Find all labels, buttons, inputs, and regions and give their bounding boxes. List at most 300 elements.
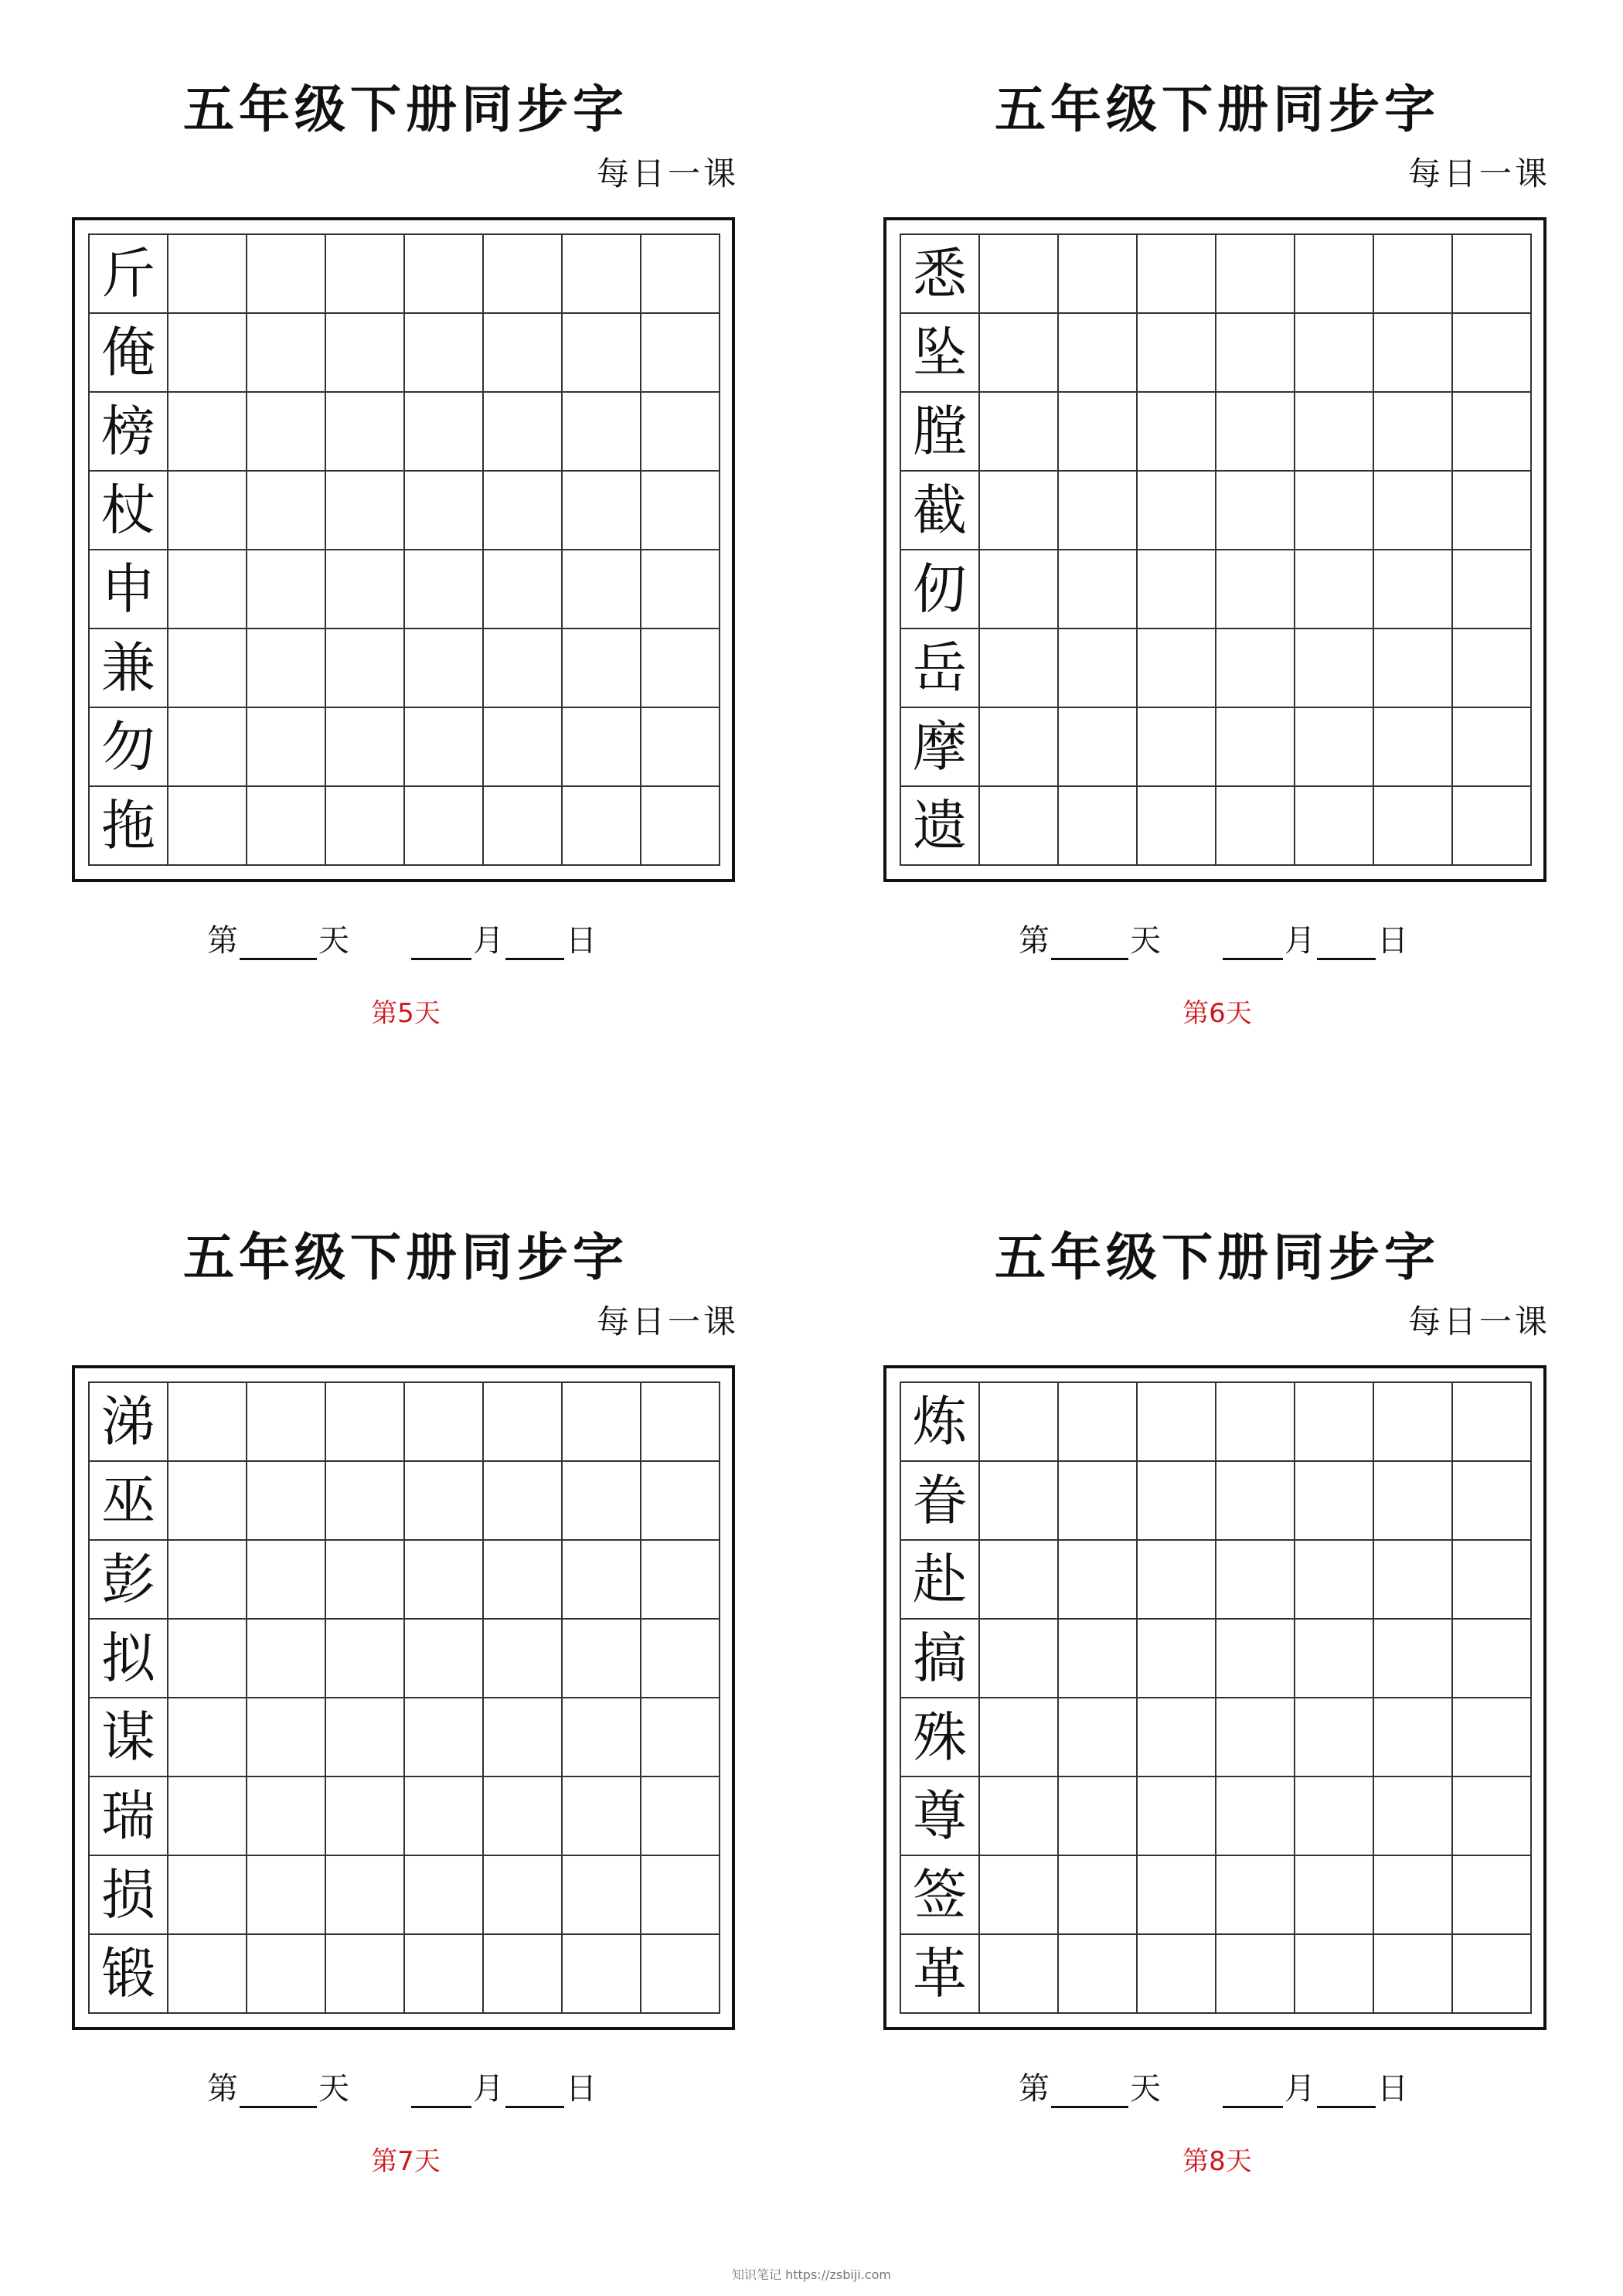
practice-cell[interactable] <box>247 708 326 787</box>
footer-watermark: 知识笔记 https://zsbiji.com <box>732 2267 891 2282</box>
date-blank[interactable] <box>1317 927 1376 960</box>
practice-cell[interactable] <box>641 1935 720 2014</box>
practice-cell[interactable] <box>980 708 1059 787</box>
practice-cell[interactable] <box>1295 550 1374 629</box>
model-character: 拟 <box>90 1620 168 1698</box>
practice-cell[interactable] <box>1295 629 1374 708</box>
practice-cell[interactable] <box>405 1856 484 1935</box>
practice-cell[interactable] <box>326 472 405 550</box>
worksheet-panel <box>0 1148 812 2296</box>
practice-cell[interactable] <box>405 708 484 787</box>
practice-cell[interactable] <box>980 787 1059 866</box>
month-label: 月 <box>1284 923 1315 959</box>
practice-cell[interactable] <box>168 629 247 708</box>
month-blank[interactable] <box>1223 927 1283 960</box>
model-character: 眷 <box>901 1462 980 1541</box>
practice-cell[interactable] <box>1059 314 1138 393</box>
practice-cell[interactable] <box>247 1935 326 2014</box>
practice-cell[interactable] <box>980 629 1059 708</box>
practice-cell[interactable] <box>326 1698 405 1777</box>
practice-cell[interactable] <box>1295 235 1374 314</box>
practice-cell[interactable] <box>326 1856 405 1935</box>
practice-cell[interactable] <box>1295 393 1374 472</box>
practice-cell[interactable] <box>980 1620 1059 1698</box>
practice-cell[interactable] <box>405 393 484 472</box>
practice-cell[interactable] <box>247 1698 326 1777</box>
practice-grid <box>900 233 1532 866</box>
practice-cell[interactable] <box>484 314 563 393</box>
practice-cell[interactable] <box>563 472 641 550</box>
panel-subtitle: 每日一课 <box>1407 1303 1550 1340</box>
practice-cell[interactable] <box>563 787 641 866</box>
practice-cell[interactable] <box>168 1856 247 1935</box>
practice-cell[interactable] <box>1374 1620 1453 1698</box>
practice-cell[interactable] <box>247 235 326 314</box>
model-character: 拖 <box>90 787 168 866</box>
month-blank[interactable] <box>411 2075 471 2108</box>
panel-subtitle: 每日一课 <box>1407 155 1550 192</box>
practice-cell[interactable] <box>484 1698 563 1777</box>
practice-cell[interactable] <box>1138 1541 1216 1620</box>
practice-cell[interactable] <box>1453 787 1532 866</box>
model-character: 殊 <box>901 1698 980 1777</box>
practice-cell[interactable] <box>247 472 326 550</box>
practice-cell[interactable] <box>484 1383 563 1462</box>
practice-cell[interactable] <box>1374 1462 1453 1541</box>
practice-cell[interactable] <box>1216 314 1295 393</box>
panel-subtitle: 每日一课 <box>596 155 739 192</box>
practice-cell[interactable] <box>326 1383 405 1462</box>
practice-cell[interactable] <box>980 1935 1059 2014</box>
practice-cell[interactable] <box>1059 393 1138 472</box>
day-prefix: 第 <box>207 923 238 959</box>
day-suffix: 天 <box>318 2071 349 2107</box>
practice-cell[interactable] <box>326 1462 405 1541</box>
practice-cell[interactable] <box>1216 393 1295 472</box>
practice-cell[interactable] <box>1138 1777 1216 1856</box>
practice-cell[interactable] <box>168 708 247 787</box>
practice-cell[interactable] <box>1059 629 1138 708</box>
practice-cell[interactable] <box>1374 1935 1453 2014</box>
practice-cell[interactable] <box>641 393 720 472</box>
practice-cell[interactable] <box>326 787 405 866</box>
day-number-blank[interactable] <box>1051 2075 1128 2108</box>
practice-cell[interactable] <box>326 1935 405 2014</box>
practice-cell[interactable] <box>326 629 405 708</box>
practice-cell[interactable] <box>247 1541 326 1620</box>
practice-cell[interactable] <box>1138 314 1216 393</box>
practice-cell[interactable] <box>980 1698 1059 1777</box>
practice-cell[interactable] <box>563 1856 641 1935</box>
practice-cell[interactable] <box>405 1620 484 1698</box>
day-number-blank[interactable] <box>240 927 317 960</box>
month-blank[interactable] <box>411 927 471 960</box>
practice-cell[interactable] <box>1453 1935 1532 2014</box>
practice-cell[interactable] <box>641 1462 720 1541</box>
practice-cell[interactable] <box>1453 1620 1532 1698</box>
practice-cell[interactable] <box>1374 1698 1453 1777</box>
practice-cell[interactable] <box>1453 1777 1532 1856</box>
practice-cell[interactable] <box>563 1383 641 1462</box>
practice-cell[interactable] <box>1374 1541 1453 1620</box>
practice-cell[interactable] <box>1374 1856 1453 1935</box>
practice-cell[interactable] <box>484 235 563 314</box>
practice-cell[interactable] <box>168 235 247 314</box>
practice-cell[interactable] <box>563 1698 641 1777</box>
practice-cell[interactable] <box>1295 1698 1374 1777</box>
practice-cell[interactable] <box>1138 1462 1216 1541</box>
day-number-blank[interactable] <box>240 2075 317 2108</box>
practice-cell[interactable] <box>1059 708 1138 787</box>
practice-cell[interactable] <box>1374 708 1453 787</box>
practice-cell[interactable] <box>405 472 484 550</box>
practice-cell[interactable] <box>168 787 247 866</box>
practice-cell[interactable] <box>1138 1620 1216 1698</box>
practice-cell[interactable] <box>563 708 641 787</box>
practice-cell[interactable] <box>980 1777 1059 1856</box>
practice-cell[interactable] <box>1453 629 1532 708</box>
practice-cell[interactable] <box>405 1935 484 2014</box>
worksheet-panel <box>812 0 1623 1148</box>
practice-cell[interactable] <box>1295 787 1374 866</box>
model-character: 彭 <box>90 1541 168 1620</box>
practice-cell[interactable] <box>168 1383 247 1462</box>
panel-title: 五年级下册同步字 <box>183 1228 628 1287</box>
practice-cell[interactable] <box>484 472 563 550</box>
practice-cell[interactable] <box>484 550 563 629</box>
practice-cell[interactable] <box>484 708 563 787</box>
practice-cell[interactable] <box>1374 472 1453 550</box>
practice-cell[interactable] <box>641 314 720 393</box>
practice-cell[interactable] <box>1138 708 1216 787</box>
practice-cell[interactable] <box>1138 1383 1216 1462</box>
practice-cell[interactable] <box>563 1462 641 1541</box>
practice-cell[interactable] <box>1216 1935 1295 2014</box>
date-blank[interactable] <box>1317 2075 1376 2108</box>
practice-cell[interactable] <box>247 1383 326 1462</box>
practice-cell[interactable] <box>247 787 326 866</box>
practice-cell[interactable] <box>1374 550 1453 629</box>
practice-cell[interactable] <box>980 314 1059 393</box>
practice-cell[interactable] <box>1453 393 1532 472</box>
practice-cell[interactable] <box>247 314 326 393</box>
practice-cell[interactable] <box>563 629 641 708</box>
practice-cell[interactable] <box>1138 235 1216 314</box>
practice-cell[interactable] <box>168 1698 247 1777</box>
practice-cell[interactable] <box>1374 235 1453 314</box>
practice-cell[interactable] <box>1216 472 1295 550</box>
practice-cell[interactable] <box>484 1856 563 1935</box>
practice-cell[interactable] <box>1138 1698 1216 1777</box>
practice-cell[interactable] <box>1059 1856 1138 1935</box>
practice-cell[interactable] <box>641 629 720 708</box>
model-character: 膛 <box>901 393 980 472</box>
practice-cell[interactable] <box>1216 629 1295 708</box>
practice-cell[interactable] <box>405 1541 484 1620</box>
practice-cell[interactable] <box>1374 629 1453 708</box>
practice-cell[interactable] <box>168 1541 247 1620</box>
practice-cell[interactable] <box>1059 1462 1138 1541</box>
day-number-blank[interactable] <box>1051 927 1128 960</box>
practice-cell[interactable] <box>1138 472 1216 550</box>
practice-cell[interactable] <box>1138 1856 1216 1935</box>
practice-grid <box>900 1381 1532 2014</box>
panel-subtitle: 每日一课 <box>596 1303 739 1340</box>
practice-cell[interactable] <box>168 1620 247 1698</box>
model-character: 坠 <box>901 314 980 393</box>
practice-cell[interactable] <box>168 1777 247 1856</box>
practice-cell[interactable] <box>563 1777 641 1856</box>
practice-cell[interactable] <box>247 1620 326 1698</box>
model-character: 谋 <box>90 1698 168 1777</box>
practice-cell[interactable] <box>168 314 247 393</box>
practice-cell[interactable] <box>405 550 484 629</box>
practice-cell[interactable] <box>247 550 326 629</box>
practice-cell[interactable] <box>563 235 641 314</box>
practice-cell[interactable] <box>1374 1383 1453 1462</box>
practice-cell[interactable] <box>168 1935 247 2014</box>
practice-cell[interactable] <box>980 1383 1059 1462</box>
practice-cell[interactable] <box>1374 393 1453 472</box>
model-character: 俺 <box>90 314 168 393</box>
date-label: 日 <box>1377 2071 1408 2107</box>
practice-cell[interactable] <box>1374 314 1453 393</box>
model-character: 摩 <box>901 708 980 787</box>
practice-cell[interactable] <box>247 393 326 472</box>
practice-cell[interactable] <box>1059 1777 1138 1856</box>
practice-cell[interactable] <box>1138 787 1216 866</box>
practice-cell[interactable] <box>168 550 247 629</box>
practice-cell[interactable] <box>641 550 720 629</box>
practice-cell[interactable] <box>1059 1541 1138 1620</box>
practice-cell[interactable] <box>405 1777 484 1856</box>
practice-cell[interactable] <box>1216 550 1295 629</box>
practice-cell[interactable] <box>247 629 326 708</box>
practice-cell[interactable] <box>1295 1541 1374 1620</box>
day-prefix: 第 <box>207 2071 238 2107</box>
practice-cell[interactable] <box>1453 1698 1532 1777</box>
practice-cell[interactable] <box>326 708 405 787</box>
practice-cell[interactable] <box>563 550 641 629</box>
practice-cell[interactable] <box>563 314 641 393</box>
practice-cell[interactable] <box>563 1541 641 1620</box>
practice-cell[interactable] <box>641 1383 720 1462</box>
practice-cell[interactable] <box>326 235 405 314</box>
practice-cell[interactable] <box>641 708 720 787</box>
practice-cell[interactable] <box>641 1856 720 1935</box>
model-character: 悉 <box>901 235 980 314</box>
date-blank[interactable] <box>505 927 564 960</box>
practice-cell[interactable] <box>484 393 563 472</box>
practice-cell[interactable] <box>1216 1462 1295 1541</box>
practice-cell[interactable] <box>326 1777 405 1856</box>
practice-cell[interactable] <box>1138 393 1216 472</box>
practice-cell[interactable] <box>1453 314 1532 393</box>
practice-cell[interactable] <box>980 550 1059 629</box>
practice-cell[interactable] <box>405 787 484 866</box>
model-character: 搞 <box>901 1620 980 1698</box>
practice-cell[interactable] <box>1216 1383 1295 1462</box>
practice-cell[interactable] <box>1453 472 1532 550</box>
date-blank[interactable] <box>505 2075 564 2108</box>
practice-cell[interactable] <box>326 1541 405 1620</box>
day-label: 第5天 <box>371 998 441 1029</box>
practice-cell[interactable] <box>1374 787 1453 866</box>
practice-grid <box>88 233 720 866</box>
day-label: 第7天 <box>371 2146 441 2177</box>
practice-cell[interactable] <box>641 1541 720 1620</box>
practice-cell[interactable] <box>1453 708 1532 787</box>
practice-cell[interactable] <box>641 235 720 314</box>
day-label: 第8天 <box>1182 2146 1252 2177</box>
model-character: 榜 <box>90 393 168 472</box>
model-character: 申 <box>90 550 168 629</box>
practice-cell[interactable] <box>1295 314 1374 393</box>
practice-cell[interactable] <box>980 1462 1059 1541</box>
practice-grid <box>88 1381 720 2014</box>
practice-cell[interactable] <box>1138 550 1216 629</box>
practice-cell[interactable] <box>641 787 720 866</box>
practice-cell[interactable] <box>1453 1541 1532 1620</box>
date-label: 日 <box>566 923 597 959</box>
practice-cell[interactable] <box>405 1698 484 1777</box>
practice-cell[interactable] <box>1295 1620 1374 1698</box>
practice-cell[interactable] <box>168 1462 247 1541</box>
model-character: 锻 <box>90 1935 168 2014</box>
practice-cell[interactable] <box>980 472 1059 550</box>
practice-cell[interactable] <box>641 1777 720 1856</box>
practice-cell[interactable] <box>484 1620 563 1698</box>
practice-cell[interactable] <box>484 1462 563 1541</box>
model-character: 斤 <box>90 235 168 314</box>
practice-cell[interactable] <box>484 787 563 866</box>
practice-cell[interactable] <box>484 1935 563 2014</box>
panel-title: 五年级下册同步字 <box>183 80 628 139</box>
practice-cell[interactable] <box>484 1541 563 1620</box>
practice-cell[interactable] <box>326 314 405 393</box>
practice-cell[interactable] <box>1295 1462 1374 1541</box>
practice-cell[interactable] <box>980 393 1059 472</box>
date-line <box>1019 914 1408 960</box>
model-character: 炼 <box>901 1383 980 1462</box>
model-character: 尊 <box>901 1777 980 1856</box>
day-prefix: 第 <box>1019 923 1050 959</box>
practice-cell[interactable] <box>641 472 720 550</box>
date-line <box>207 914 597 960</box>
practice-cell[interactable] <box>1216 1777 1295 1856</box>
month-blank[interactable] <box>1223 2075 1283 2108</box>
model-character: 赴 <box>901 1541 980 1620</box>
practice-cell[interactable] <box>1453 1462 1532 1541</box>
practice-cell[interactable] <box>405 314 484 393</box>
practice-cell[interactable] <box>326 550 405 629</box>
model-character: 损 <box>90 1856 168 1935</box>
practice-cell[interactable] <box>1295 1856 1374 1935</box>
practice-cell[interactable] <box>1059 550 1138 629</box>
model-character: 瑞 <box>90 1777 168 1856</box>
practice-cell[interactable] <box>1453 1856 1532 1935</box>
month-label: 月 <box>473 923 504 959</box>
practice-cell[interactable] <box>1059 1383 1138 1462</box>
model-character: 遗 <box>901 787 980 866</box>
practice-cell[interactable] <box>563 393 641 472</box>
practice-cell[interactable] <box>1216 787 1295 866</box>
model-character: 勿 <box>90 708 168 787</box>
practice-cell[interactable] <box>1138 629 1216 708</box>
practice-cell[interactable] <box>405 235 484 314</box>
practice-cell[interactable] <box>1059 1698 1138 1777</box>
practice-cell[interactable] <box>980 1541 1059 1620</box>
practice-cell[interactable] <box>1216 1620 1295 1698</box>
practice-cell[interactable] <box>247 1777 326 1856</box>
practice-cell[interactable] <box>1216 1856 1295 1935</box>
practice-cell[interactable] <box>484 1777 563 1856</box>
panel-title: 五年级下册同步字 <box>995 80 1440 139</box>
practice-cell[interactable] <box>247 1856 326 1935</box>
practice-cell[interactable] <box>405 1383 484 1462</box>
practice-cell[interactable] <box>1295 708 1374 787</box>
practice-cell[interactable] <box>1216 235 1295 314</box>
practice-cell[interactable] <box>1059 235 1138 314</box>
practice-cell[interactable] <box>1216 1698 1295 1777</box>
practice-cell[interactable] <box>247 1462 326 1541</box>
practice-cell[interactable] <box>484 629 563 708</box>
practice-cell[interactable] <box>1138 1935 1216 2014</box>
practice-cell[interactable] <box>563 1935 641 2014</box>
practice-cell[interactable] <box>1059 787 1138 866</box>
practice-cell[interactable] <box>1216 708 1295 787</box>
practice-cell[interactable] <box>1453 550 1532 629</box>
practice-cell[interactable] <box>980 1856 1059 1935</box>
practice-cell[interactable] <box>168 393 247 472</box>
practice-cell[interactable] <box>563 1620 641 1698</box>
date-line <box>1019 2062 1408 2108</box>
practice-cell[interactable] <box>1295 1777 1374 1856</box>
practice-cell[interactable] <box>326 393 405 472</box>
practice-cell[interactable] <box>1059 472 1138 550</box>
day-suffix: 天 <box>318 923 349 959</box>
practice-cell[interactable] <box>1453 1383 1532 1462</box>
practice-cell[interactable] <box>1374 1777 1453 1856</box>
practice-cell[interactable] <box>168 472 247 550</box>
practice-cell[interactable] <box>641 1698 720 1777</box>
practice-cell[interactable] <box>1295 472 1374 550</box>
practice-cell[interactable] <box>1216 1541 1295 1620</box>
worksheet-panel <box>0 0 812 1148</box>
day-label: 第6天 <box>1182 998 1252 1029</box>
worksheet-panel <box>812 1148 1623 2296</box>
practice-cell[interactable] <box>641 1620 720 1698</box>
practice-cell[interactable] <box>1059 1935 1138 2014</box>
day-suffix: 天 <box>1130 2071 1161 2107</box>
practice-cell[interactable] <box>405 629 484 708</box>
practice-cell[interactable] <box>405 1462 484 1541</box>
model-character: 仞 <box>901 550 980 629</box>
month-label: 月 <box>473 2071 504 2107</box>
practice-cell[interactable] <box>326 1620 405 1698</box>
practice-cell[interactable] <box>1453 235 1532 314</box>
date-label: 日 <box>1377 923 1408 959</box>
model-character: 岳 <box>901 629 980 708</box>
practice-cell[interactable] <box>1295 1935 1374 2014</box>
model-character: 巫 <box>90 1462 168 1541</box>
model-character: 杖 <box>90 472 168 550</box>
practice-cell[interactable] <box>1295 1383 1374 1462</box>
practice-cell[interactable] <box>1059 1620 1138 1698</box>
date-label: 日 <box>566 2071 597 2107</box>
day-prefix: 第 <box>1019 2071 1050 2107</box>
practice-cell[interactable] <box>980 235 1059 314</box>
